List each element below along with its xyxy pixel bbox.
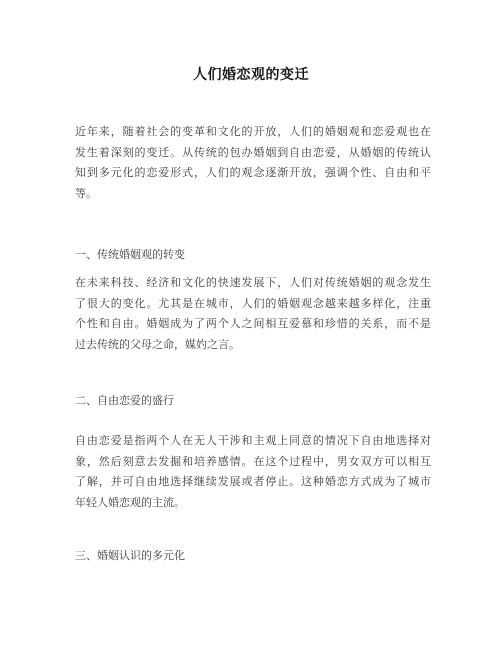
section-heading-1: 一、传统婚姻观的转变 xyxy=(75,248,185,261)
intro-line: 发生着深刻的变迁。从传统的包办婚姻到自由恋爱，从婚姻的传统认 xyxy=(75,145,431,159)
intro-paragraph xyxy=(75,122,431,204)
intro-line: 等。 xyxy=(75,186,97,200)
section-1-line: 过去传统的父母之命，媒妁之言。 xyxy=(75,337,240,351)
page-title: 人们婚恋观的变迁 xyxy=(193,67,309,83)
section-2-line: 象，然后刻意去发掘和培养感情。在这个过程中，男女双方可以相互 xyxy=(75,454,431,468)
section-1-line: 在未来科技、经济和文化的快速发展下，人们对传统婚姻的观念发生 xyxy=(75,276,431,289)
section-1-line: 个性和自由。婚姻成为了两个人之间相互爱慕和珍惜的关系，而不是 xyxy=(75,317,431,330)
section-1-line: 了很大的变化。尤其是在城市，人们的婚姻观念越来越多样化，注重 xyxy=(75,296,431,310)
section-2-line: 自由恋爱是指两个人在无人干涉和主观上同意的情况下自由地选择对 xyxy=(75,434,431,447)
section-1-paragraph xyxy=(75,273,431,355)
intro-line: 近年来，随着社会的变革和文化的开放，人们的婚姻观和恋爱观也在 xyxy=(75,125,431,138)
intro-line: 知到多元化的恋爱形式，人们的观念逐渐开放，强调个性、自由和平 xyxy=(75,166,431,179)
section-2-line: 年轻人婚恋观的主流。 xyxy=(75,495,185,509)
section-heading-2: 二、自由恋爱的盛行 xyxy=(75,394,174,407)
section-2-paragraph xyxy=(75,431,431,513)
section-2-line: 了解，并可自由地选择继续发展或者停止。这种婚恋方式成为了城市 xyxy=(75,475,431,488)
section-heading-3: 三、婚姻认识的多元化 xyxy=(75,549,185,562)
